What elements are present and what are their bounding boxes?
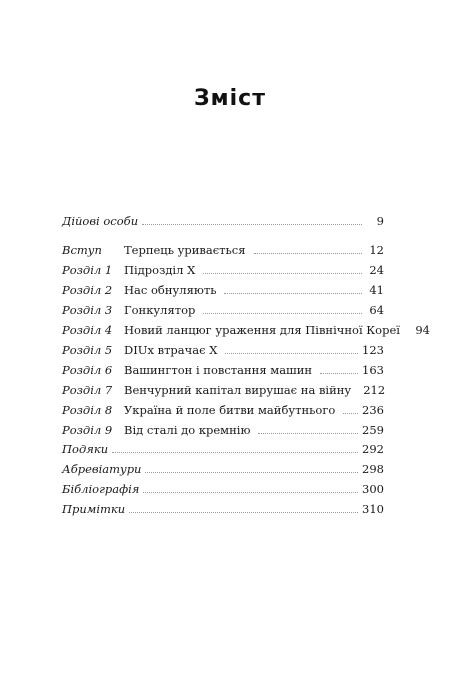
toc-entry-label: Примітки <box>62 502 126 516</box>
toc-page-number: 310 <box>362 502 384 516</box>
dot-leader <box>143 491 358 493</box>
chapter-label: Розділ 9 <box>62 423 124 437</box>
toc-entry-label: Подяки <box>62 442 109 456</box>
dot-leader <box>320 372 358 374</box>
toc-page-number: 94 <box>415 323 430 337</box>
toc-entry-chapter[interactable] <box>62 377 384 397</box>
toc-entry-chapter[interactable] <box>62 397 384 417</box>
toc-entry-back-matter[interactable] <box>62 476 384 496</box>
dot-leader <box>112 451 358 453</box>
toc-entry-label: Абревіатури <box>62 462 142 476</box>
toc-page-number: 24 <box>369 263 384 277</box>
chapter-label: Розділ 8 <box>62 403 124 417</box>
chapter-title: Гонкулятор <box>124 303 199 317</box>
dot-leader <box>343 412 358 414</box>
chapter-label: Розділ 4 <box>62 323 124 337</box>
page-title: Зміст <box>194 86 266 111</box>
toc-back-matter-section <box>62 436 384 516</box>
chapter-label: Вступ <box>62 243 124 257</box>
toc-entry-chapter[interactable] <box>62 337 384 357</box>
toc-page-number: 236 <box>362 403 384 417</box>
toc-entry-chapter[interactable] <box>62 277 384 297</box>
toc-entry-label: Бібліографія <box>62 482 140 496</box>
toc-entry-back-matter[interactable] <box>62 456 384 476</box>
toc-chapters-section <box>62 237 430 437</box>
chapter-title: Новий ланцюг ураження для Північної Кореї <box>124 323 404 337</box>
chapter-title: Від сталі до кремнію <box>124 423 254 437</box>
dot-leader <box>224 292 362 294</box>
dot-leader <box>258 432 358 434</box>
chapter-label: Розділ 1 <box>62 263 124 277</box>
chapter-title: DIUx втрачає X <box>124 343 221 357</box>
toc-intro-section <box>62 208 384 228</box>
chapter-label: Розділ 3 <box>62 303 124 317</box>
dot-leader <box>254 252 362 254</box>
toc-page-number: 12 <box>369 243 384 257</box>
toc-page-number: 123 <box>362 343 384 357</box>
chapter-title: Венчурний капітал вирушає на війну <box>124 383 355 397</box>
toc-entry-chapter[interactable] <box>62 257 384 277</box>
chapter-label: Розділ 5 <box>62 343 124 357</box>
chapter-title: Україна й поле битви майбутнього <box>124 403 339 417</box>
toc-page-number: 212 <box>363 383 386 397</box>
dot-leader <box>142 223 362 225</box>
chapter-label: Розділ 2 <box>62 283 124 297</box>
chapter-label: Розділ 6 <box>62 363 124 377</box>
dot-leader <box>129 511 358 513</box>
toc-page-number: 259 <box>362 423 384 437</box>
toc-page-number: 163 <box>362 363 384 377</box>
chapter-title: Підрозділ X <box>124 263 199 277</box>
toc-entry-chapter[interactable] <box>62 297 384 317</box>
toc-entry-label: Дійові особи <box>62 214 139 228</box>
dot-leader <box>203 272 362 274</box>
toc-entry-back-matter[interactable] <box>62 496 384 516</box>
chapter-title: Нас обнуляють <box>124 283 220 297</box>
toc-page-number: 64 <box>369 303 384 317</box>
toc-entry-chapter[interactable] <box>62 357 384 377</box>
toc-entry-chapter[interactable] <box>62 237 384 257</box>
chapter-title: Вашингтон і повстання машин <box>124 363 316 377</box>
toc-page-number: 300 <box>362 482 384 496</box>
toc-entry-chapter[interactable] <box>62 417 384 437</box>
toc-entry-intro[interactable] <box>62 208 384 228</box>
toc-page-number: 298 <box>362 462 384 476</box>
dot-leader <box>203 312 362 314</box>
toc-entry-back-matter[interactable] <box>62 436 384 456</box>
chapter-title: Терпець уривається <box>124 243 250 257</box>
chapter-label: Розділ 7 <box>62 383 124 397</box>
toc-page-number: 9 <box>376 214 384 228</box>
dot-leader <box>145 471 358 473</box>
toc-entry-chapter[interactable] <box>62 317 430 337</box>
dot-leader <box>225 352 358 354</box>
toc-page-number: 41 <box>369 283 384 297</box>
toc-page-number: 292 <box>362 442 384 456</box>
